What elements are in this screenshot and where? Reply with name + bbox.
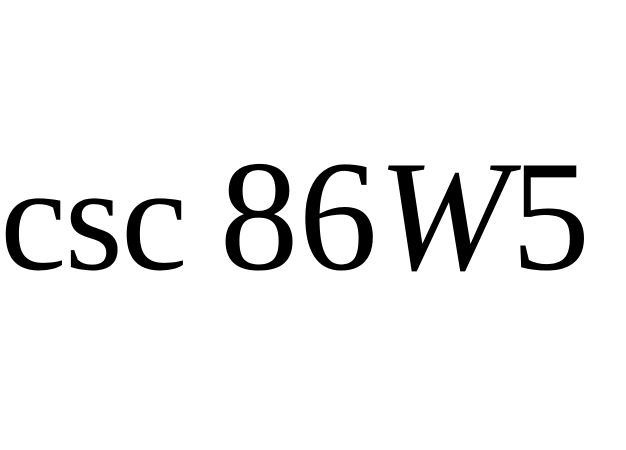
coefficient: 86 (219, 129, 378, 304)
math-expression (0, 129, 591, 304)
trailing-digit: 5 (511, 129, 591, 304)
variable: W (377, 129, 506, 304)
function-name: csc (0, 136, 186, 302)
